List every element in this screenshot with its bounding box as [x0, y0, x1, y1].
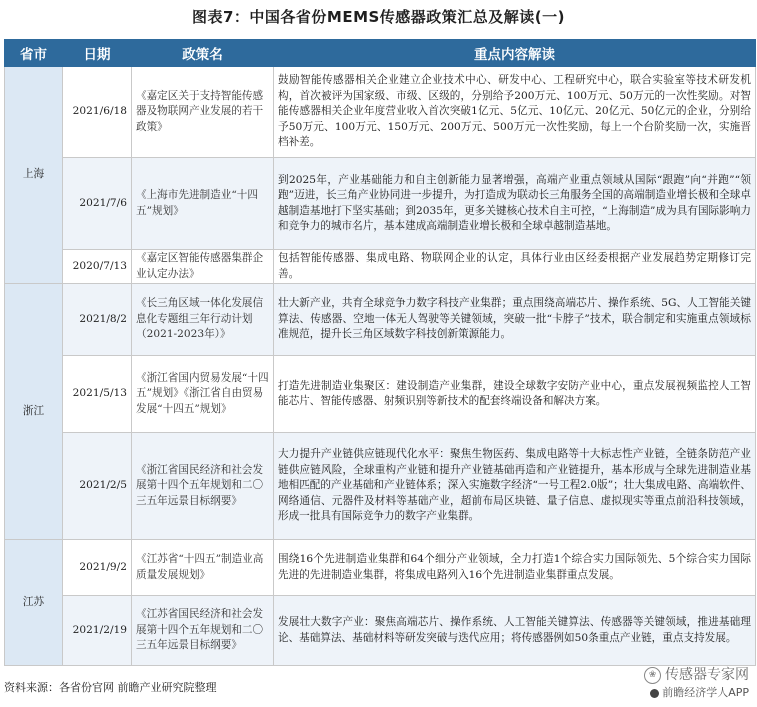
watermark-text: 传感器专家网 — [665, 667, 749, 683]
policy-name-cell: 《浙江省国民经济和社会发展第十四个五年规划和二〇三五年远景目标纲要》 — [132, 433, 274, 540]
header-policy: 政策名 — [132, 40, 274, 67]
watermark-sub-text: 前瞻经济学人APP — [662, 686, 749, 699]
content-cell: 发展壮大数字产业：聚焦高端芯片、操作系统、人工智能关键算法、传感器等关键领域，推进基础理论、基础算法、基础材料等研发突破与迭代应用；将传感器例如50条重点产业链，重点支持发展。 — [274, 596, 756, 666]
table-row — [5, 356, 756, 433]
wechat-watermark — [644, 664, 749, 684]
wechat-icon: ❀ — [644, 667, 661, 684]
policy-name-cell: 《江苏省“十四五”制造业高质量发展规划》 — [132, 540, 274, 596]
date-cell: 2021/9/2 — [63, 540, 132, 596]
date-cell: 2021/8/2 — [63, 284, 132, 356]
header-province: 省市 — [5, 40, 63, 67]
date-cell: 2021/5/13 — [63, 356, 132, 433]
date-cell: 2021/2/5 — [63, 433, 132, 540]
date-cell: 2021/6/18 — [63, 67, 132, 158]
source-note: 资料来源：各省份官网 前瞻产业研究院整理 — [4, 681, 217, 694]
header-date: 日期 — [63, 40, 132, 67]
app-watermark — [650, 684, 749, 700]
content-cell: 围绕16个先进制造业集群和64个细分产业领域，全力打造1个综合实力国际领先、5个综合实力国际先进的先进制造业集群，将集成电路列入16个先进制造业集群重点发展。 — [274, 540, 756, 596]
header-content: 重点内容解读 — [274, 40, 756, 67]
table-row — [5, 284, 756, 356]
table-row — [5, 250, 756, 284]
table-row — [5, 540, 756, 596]
table-row — [5, 433, 756, 540]
content-cell: 打造先进制造业集聚区：建设制造产业集群，建设全球数字安防产业中心，重点发展视频监控人工智能芯片、智能传感器、射频识别等新技术的配套终端设备和解决方案。 — [274, 356, 756, 433]
policy-name-cell: 《嘉定区智能传感器集群企业认定办法》 — [132, 250, 274, 284]
table-row — [5, 596, 756, 666]
policy-name-cell: 《上海市先进制造业“十四五”规划》 — [132, 158, 274, 250]
figure-title: 图表7：中国各省份MEMS传感器政策汇总及解读(一) — [191, 8, 566, 26]
date-cell: 2021/7/6 — [63, 158, 132, 250]
table-header-row — [5, 40, 756, 67]
policy-name-cell: 《嘉定区关于支持智能传感器及物联网产业发展的若干政策》 — [132, 67, 274, 158]
policy-name-cell: 《长三角区域一体化发展信息化专题组三年行动计划（2021-2023年）》 — [132, 284, 274, 356]
app-logo-icon — [650, 689, 659, 698]
content-cell: 到2025年，产业基础能力和自主创新能力显著增强，高端产业重点领域从国际“跟跑”向“并跑”“领跑”迈进，长三角产业协同进一步提升，为打造成为联动长三角服务全国的高端制造业增长极和全球卓越制造基地打下坚实基础；到2035年，更多关键核心技术自主可控，“上海制造”成为具有国际影响力和竞争力的城市名片，基本建成高端制造业增长极和全球卓越制造基地。 — [274, 158, 756, 250]
table-row — [5, 67, 756, 158]
province-cell: 上海 — [5, 67, 63, 284]
policy-name-cell: 《江苏省国民经济和社会发展第十四个五年规划和二〇三五年远景目标纲要》 — [132, 596, 274, 666]
content-cell: 大力提升产业链供应链现代化水平：聚焦生物医药、集成电路等十大标志性产业链，全链条防范产业链供应链风险，全球重构产业链和提升产业链基础再造和产业链提升，基本形成与全球先进制造业基地相匹配的产业基础和产业链体系；深入实施数字经济“一号工程2.0版”；壮大集成电路、高端软件、网络通信、元器件及材料等基础产业，超前布局区块链、量子信息、虚拟现实等重点前沿科技领域，形成一批具有国际竞争力的数字产业集群。 — [274, 433, 756, 540]
province-cell: 江苏 — [5, 540, 63, 666]
province-cell: 浙江 — [5, 284, 63, 540]
date-cell: 2021/2/19 — [63, 596, 132, 666]
table-row — [5, 158, 756, 250]
policy-name-cell: 《浙江省国内贸易发展“十四五”规划》《浙江省自由贸易发展“十四五”规划》 — [132, 356, 274, 433]
content-cell: 包括智能传感器、集成电路、物联网企业的认定，具体行业由区经委根据产业发展趋势定期修订完善。 — [274, 250, 756, 284]
policy-table — [4, 39, 756, 666]
content-cell: 鼓励智能传感器相关企业建立企业技术中心、研发中心、工程研究中心，联合实验室等技术研发机构，首次被评为国家级、市级、区级的，分别给予200万元、100万元、50万元的一次性奖励。对智能传感器相关企业年度营业收入首次突破1亿元、5亿元、10亿元、20亿元、50亿元的企业，分别给予50万元、100万元、150万元、200万元、500万元一次性奖励，每上一个台阶奖励一次，实施晋档补差。 — [274, 67, 756, 158]
date-cell: 2020/7/13 — [63, 250, 132, 284]
content-cell: 壮大新产业，共育全球竞争力数字科技产业集群；重点围绕高端芯片、操作系统、5G、人工智能关键算法、传感器、空地一体无人驾驶等关键领域，突破一批“卡脖子”技术，联合制定和实施重点领域标准规范，提升长三角区域数字科技创新策源能力。 — [274, 284, 756, 356]
